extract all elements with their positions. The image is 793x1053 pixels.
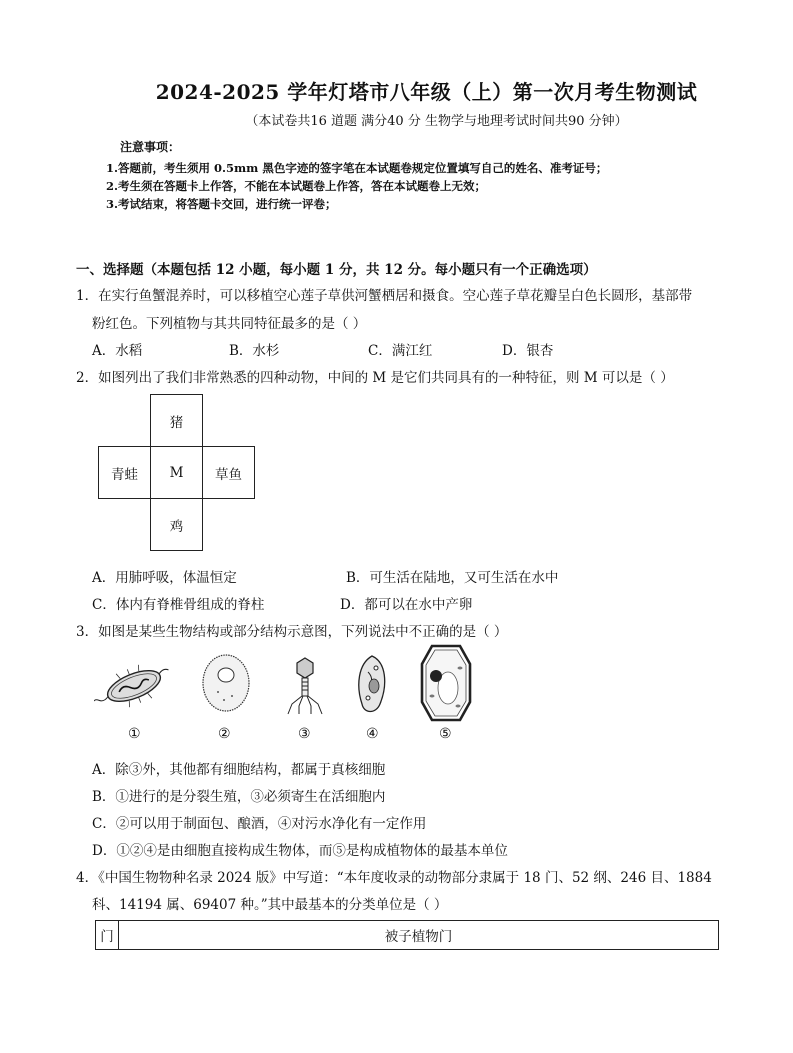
q2-option-d: D．都可以在水中产卵 xyxy=(340,597,473,613)
page-subtitle: （本试卷共16 道题 满分40 分 生物学与地理考试时间共90 分钟） xyxy=(245,114,628,129)
yeast-illustration xyxy=(200,652,252,714)
q1-option-c: C．满江红 xyxy=(368,343,433,359)
q3-option-b: B．①进行的是分裂生殖，③必须寄生在活细胞内 xyxy=(92,789,386,805)
table-cell: 门 xyxy=(96,921,119,950)
section-heading: 一、选择题（本题包括 12 小题，每小题 1 分，共 12 分。每小题只有一个正确选项） xyxy=(76,262,597,278)
table-cell: 被子植物门 xyxy=(119,921,719,950)
question-1-line2: 粉红色。下列植物与其共同特征最多的是（ ） xyxy=(92,316,367,332)
animal-cross-diagram xyxy=(98,394,256,552)
q2-option-b: B．可生活在陆地，又可生活在水中 xyxy=(346,570,559,586)
note-item: 3.考试结束，将答题卡交回，进行统一评卷； xyxy=(106,197,337,211)
bacteriophage-illustration xyxy=(282,656,328,716)
cell-center: M xyxy=(150,446,203,499)
figure-label: ③ xyxy=(298,726,311,742)
cell-bottom: 鸡 xyxy=(150,498,203,551)
question-2-stem: 2．如图列出了我们非常熟悉的四种动物，中间的 M 是它们共同具有的一种特征，则 M 可以是（ ） xyxy=(76,370,674,386)
q3-option-d: D．①②④是由细胞直接构成生物体，而⑤是构成植物体的最基本单位 xyxy=(92,843,508,859)
plant-cell-illustration xyxy=(420,644,472,722)
q2-option-a: A．用肺呼吸，体温恒定 xyxy=(92,570,237,586)
cell-left: 青蛙 xyxy=(98,446,151,499)
paramecium-illustration xyxy=(354,654,390,716)
notes-heading: 注意事项： xyxy=(120,140,181,154)
table-row xyxy=(96,921,719,950)
figure-label: ⑤ xyxy=(439,726,452,742)
question-3-stem: 3．如图是某些生物结构或部分结构示意图，下列说法中不正确的是（ ） xyxy=(76,624,508,640)
q2-option-c: C．体内有脊椎骨组成的脊柱 xyxy=(92,597,265,613)
cell-right: 草鱼 xyxy=(202,446,255,499)
q1-option-a: A．水稻 xyxy=(92,343,143,359)
q1-option-b: B．水杉 xyxy=(229,343,280,359)
q3-option-a: A．除③外，其他都有细胞结构，都属于真核细胞 xyxy=(92,762,386,778)
figure-label: ① xyxy=(128,726,141,742)
figure-label: ② xyxy=(218,726,231,742)
q3-option-c: C．②可以用于制面包、酿酒，④对污水净化有一定作用 xyxy=(92,816,427,832)
q1-option-d: D．银杏 xyxy=(502,343,554,359)
note-item: 2.考生须在答题卡上作答，不能在本试题卷上作答，答在本试题卷上无效； xyxy=(106,179,487,193)
figure-label: ④ xyxy=(366,726,379,742)
note-item: 1.答题前，考生须用 0.5mm 黑色字迹的签字笔在本试题卷规定位置填写自己的姓名、准考证号； xyxy=(106,161,608,175)
cell-top: 猪 xyxy=(150,394,203,447)
question-4-line2: 科、14194 属、69407 种。”其中最基本的分类单位是（ ） xyxy=(92,897,448,913)
page-title: 2024-2025 学年灯塔市八年级（上）第一次月考生物测试 xyxy=(155,80,698,104)
bacterium-illustration xyxy=(94,660,174,712)
taxonomy-table xyxy=(95,920,719,950)
question-4-line1: 4．《中国生物物种名录 2024 版》中写道：“本年度收录的动物部分隶属于 18 门、52 纲、246 目、1884 xyxy=(76,870,712,886)
question-1-line1: 1．在实行鱼蟹混养时，可以移植空心莲子草供河蟹栖居和摄食。空心莲子草花瓣呈白色长圆形，基部带 xyxy=(76,288,693,304)
